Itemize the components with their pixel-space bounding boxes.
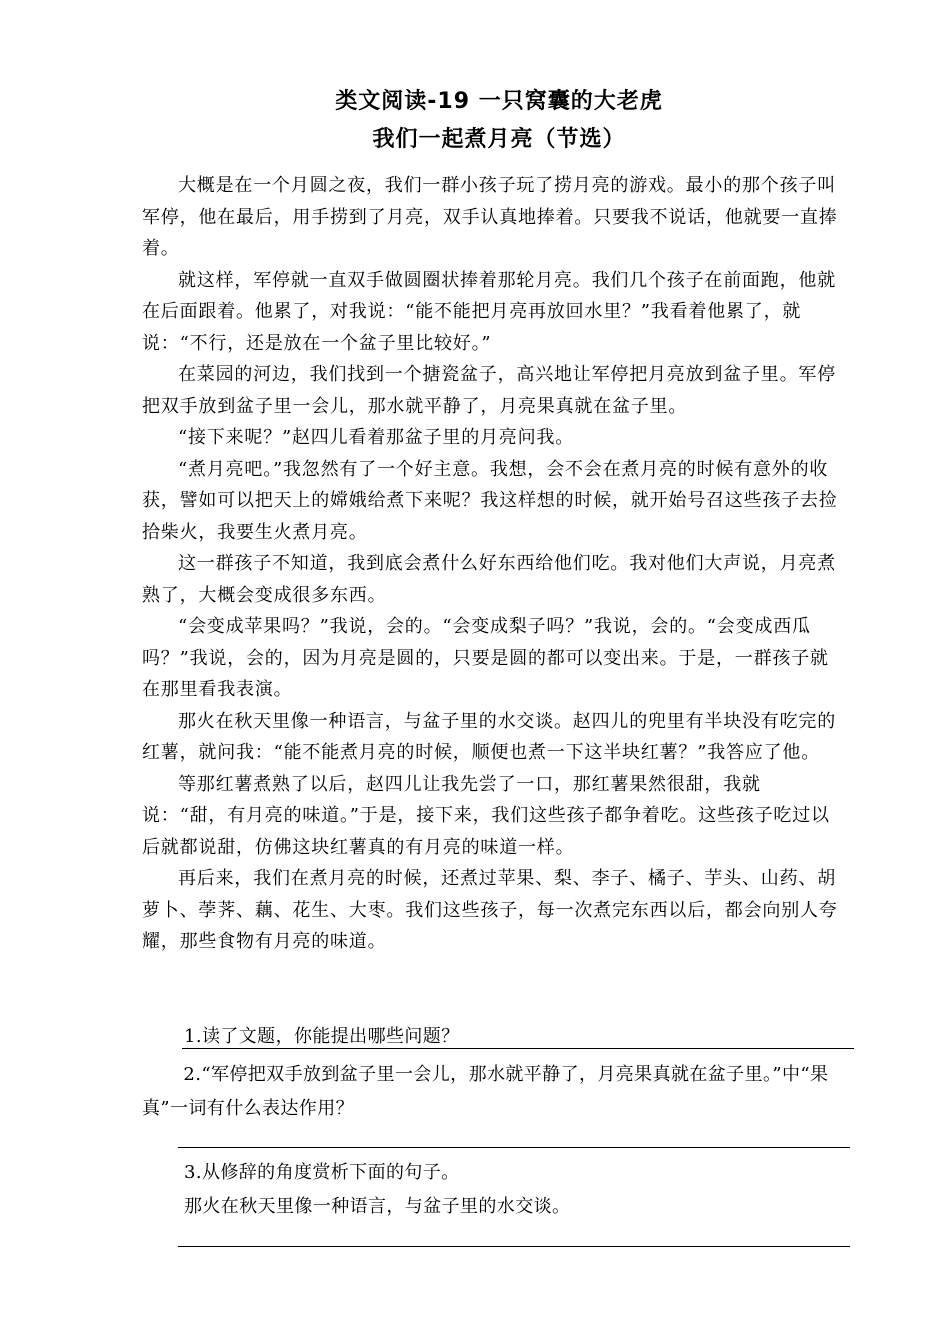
- question-3-sentence: 那火在秋天里像一种语言，与盆子里的水交谈。: [184, 1196, 571, 1217]
- paragraph: 这一群孩子不知道，我到底会煮什么好东西给他们吃。我对他们大声说，月亮煮熟了，大概会变成很多东西。: [142, 553, 836, 606]
- document-title: 类文阅读-19 一只窝囊的大老虎: [335, 89, 663, 114]
- answer-line-3[interactable]: [178, 1246, 850, 1247]
- paragraph: 再后来，我们在煮月亮的时候，还煮过苹果、梨、李子、橘子、芋头、山药、胡萝卜、荸荠、藕、花生、大枣。我们这些孩子，每一次煮完东西以后，都会向别人夸耀，那些食物有月亮的味道。: [142, 868, 838, 952]
- paragraph: 大概是在一个月圆之夜，我们一群小孩子玩了捞月亮的游戏。最小的那个孩子叫军停，他在最后，用手捞到了月亮，双手认真地捧着。只要我不说话，他就要一直捧着。: [142, 175, 838, 259]
- paragraph: “会变成苹果吗？”我说，会的。“会变成梨子吗？”我说，会的。“会变成西瓜吗？”我说，会的，因为月亮是圆的，只要是圆的都可以变出来。于是，一群孩子就在那里看我表演。: [142, 616, 829, 700]
- question-1-text: 1.读了文题，你能提出哪些问题？: [184, 1026, 460, 1047]
- question-3-text: 3.从修辞的角度赏析下面的句子。: [184, 1162, 460, 1183]
- paragraph: 等那红薯煮熟了以后，赵四儿让我先尝了一口，那红薯果然很甜，我就说：“甜，有月亮的味道。”于是，接下来，我们这些孩子都争着吃。这些孩子吃过以后就都说甜，仿佛这块红薯真的有月亮的味道一样。: [142, 773, 830, 858]
- paragraph: “煮月亮吧。”我忽然有了一个好主意。我想，会不会在煮月亮的时候有意外的收获，譬如可以把天上的嫦娥给煮下来呢？我这样想的时候，就开始号召这些孩子去捡拾柴火，我要生火煮月亮。: [142, 458, 838, 543]
- paragraph: 那火在秋天里像一种语言，与盆子里的水交谈。赵四儿的兜里有半块没有吃完的红薯，就问我：“能不能煮月亮的时候，顺便也煮一下这半块红薯？”我答应了他。: [142, 710, 836, 763]
- paragraph: “接下来呢？”赵四儿看着那盆子里的月亮问我。: [178, 427, 575, 448]
- article-body: [142, 170, 842, 958]
- article-title: 我们一起煮月亮（节选）: [372, 127, 626, 152]
- paragraph: 就这样，军停就一直双手做圆圈状捧着那轮月亮。我们几个孩子在前面跑，他就在后面跟着。他累了，对我说：“能不能把月亮再放回水里？”我看着他累了，就说：“不行，还是放在一个盆子里比较好。”: [142, 269, 836, 354]
- question-2-text: 2.“军停把双手放到盆子里一会儿，那水就平静了，月亮果真就在盆子里。”中“果真”一词有什么表达作用？: [142, 1064, 829, 1119]
- question-2: [142, 1058, 842, 1126]
- answer-line-1[interactable]: [182, 1048, 854, 1049]
- question-3: [142, 1156, 862, 1224]
- paragraph: 在菜园的河边，我们找到一个搪瓷盆子，高兴地让军停把月亮放到盆子里。军停把双手放到盆子里一会儿，那水就平静了，月亮果真就在盆子里。: [142, 364, 836, 417]
- answer-line-2[interactable]: [178, 1147, 850, 1148]
